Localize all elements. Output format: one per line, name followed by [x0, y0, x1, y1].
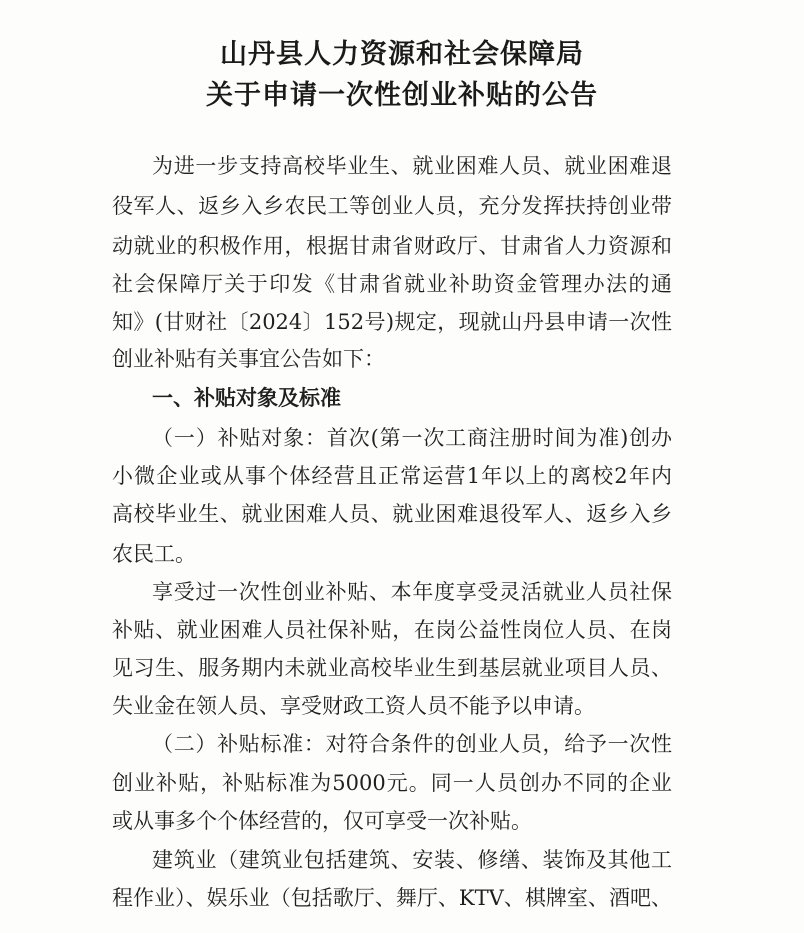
exclusion-line-3: 见习生、服务期内未就业高校毕业生到基层就业项目人员、 — [112, 656, 672, 680]
target-line-3: 高校毕业生、就业困难人员、就业困难退役军人、返乡入乡 — [112, 502, 672, 526]
industry-line-2: 程作业）、娱乐业（包括歌厅、舞厅、KTV、棋牌室、酒吧、 — [112, 886, 672, 910]
intro-line-6: 创业补贴有关事宜公告如下： — [112, 347, 385, 371]
standard-line-2: 创业补贴，补贴标准为5000元。同一人员创办不同的企业 — [112, 771, 672, 795]
intro-line-2: 役军人、返乡入乡农民工等创业人员，充分发挥扶持创业带 — [112, 194, 672, 218]
target-line-2: 小微企业或从事个体经营且正常运营1年以上的离校2年内 — [112, 464, 672, 488]
intro-line-3: 动就业的积极作用，根据甘肃省财政厅、甘肃省人力资源和 — [112, 234, 672, 258]
target-line-1: （一）补贴对象：首次(第一次工商注册时间为准)创办 — [152, 426, 672, 450]
industry-line-1: 建筑业（建筑业包括建筑、安装、修缮、装饰及其他工 — [152, 848, 672, 872]
exclusion-line-2: 补贴、就业困难人员社保补贴，在岗公益性岗位人员、在岗 — [112, 618, 672, 642]
target-line-4: 农民工。 — [112, 542, 196, 566]
exclusion-line-4: 失业金在领人员、享受财政工资人员不能予以申请。 — [112, 694, 595, 718]
intro-line-5: 知》(甘财社〔2024〕152号)规定，现就山丹县申请一次性 — [112, 310, 672, 334]
intro-line-4: 社会保障厅关于印发《甘肃省就业补助资金管理办法的通 — [112, 272, 672, 296]
intro-line-1: 为进一步支持高校毕业生、就业困难人员、就业困难退 — [152, 154, 672, 178]
standard-line-3: 或从事多个个体经营的，仅可享受一次补贴。 — [112, 809, 532, 833]
standard-line-1: （二）补贴标准：对符合条件的创业人员，给予一次性 — [152, 732, 672, 756]
section-heading-1: 一、补贴对象及标准 — [152, 386, 341, 410]
exclusion-line-1: 享受过一次性创业补贴、本年度享受灵活就业人员社保 — [152, 580, 672, 604]
document-title-line-1: 山丹县人力资源和社会保障局 — [220, 39, 584, 70]
document-title-line-2: 关于申请一次性创业补贴的公告 — [206, 80, 598, 111]
